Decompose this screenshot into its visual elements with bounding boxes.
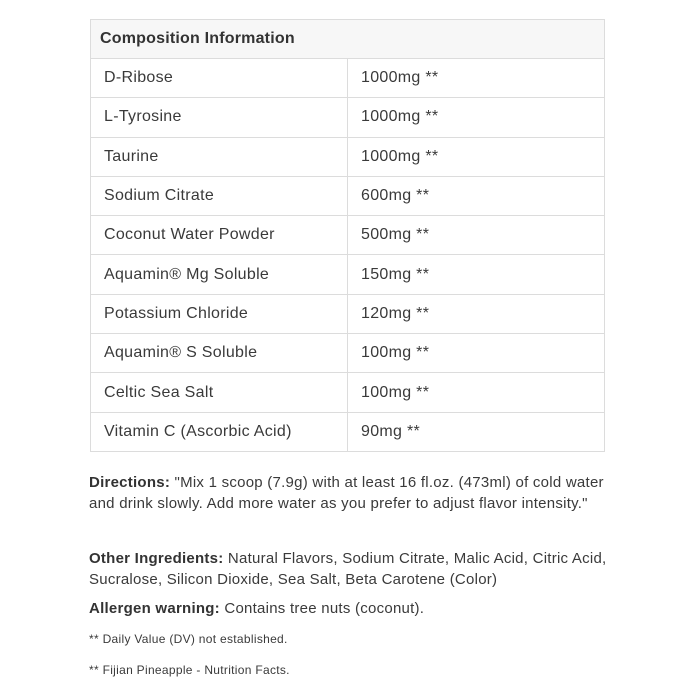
ingredient-amount: 100mg ** (348, 334, 605, 373)
ingredient-amount: 100mg ** (348, 373, 605, 412)
table-row (91, 373, 605, 412)
ingredient-name: D-Ribose (91, 59, 348, 98)
other-ingredients-paragraph (89, 549, 609, 590)
allergen-paragraph (89, 599, 609, 620)
ingredient-name: Aquamin® Mg Soluble (91, 255, 348, 294)
allergen-label: Allergen warning: (89, 600, 220, 617)
other-ingredients-label: Other Ingredients: (89, 550, 224, 567)
ingredient-amount: 600mg ** (348, 176, 605, 215)
allergen-text: Contains tree nuts (coconut). (219, 600, 425, 617)
directions-paragraph (89, 473, 609, 514)
ingredient-name: Vitamin C (Ascorbic Acid) (91, 412, 348, 451)
table-row (91, 176, 605, 215)
ingredient-amount: 120mg ** (348, 294, 605, 333)
table-row (91, 334, 605, 373)
ingredient-name: Taurine (91, 137, 348, 176)
ingredient-amount: 500mg ** (348, 216, 605, 255)
ingredient-name: Sodium Citrate (91, 176, 348, 215)
table-header: Composition Information (91, 20, 605, 59)
table-row (91, 59, 605, 98)
daily-value-note: ** Daily Value (DV) not established. (89, 632, 288, 646)
table-row (91, 137, 605, 176)
ingredient-name: Coconut Water Powder (91, 216, 348, 255)
ingredient-name: Celtic Sea Salt (91, 373, 348, 412)
ingredient-amount: 150mg ** (348, 255, 605, 294)
directions-label: Directions: (89, 474, 171, 491)
composition-table (90, 19, 605, 452)
directions-text: "Mix 1 scoop (7.9g) with at least 16 fl.oz. (473ml) of cold water and drink slowly. Add more water as you prefer to adjust flavor intensity." (89, 474, 604, 512)
ingredient-name: Aquamin® S Soluble (91, 334, 348, 373)
table-row (91, 216, 605, 255)
ingredient-amount: 90mg ** (348, 412, 605, 451)
ingredient-name: Potassium Chloride (91, 294, 348, 333)
other-ingredients-text: Natural Flavors, Sodium Citrate, Malic Acid, Citric Acid, Sucralose, Silicon Dioxide, Sea Salt, Beta Carotene (Color) (89, 550, 607, 588)
ingredient-amount: 1000mg ** (348, 59, 605, 98)
table-row (91, 255, 605, 294)
ingredient-amount: 1000mg ** (348, 137, 605, 176)
table-header-row (91, 20, 605, 59)
ingredient-name: L-Tyrosine (91, 98, 348, 137)
nutrition-facts-note: ** Fijian Pineapple - Nutrition Facts. (89, 663, 290, 677)
table-row (91, 412, 605, 451)
table-row (91, 98, 605, 137)
table-row (91, 294, 605, 333)
ingredient-amount: 1000mg ** (348, 98, 605, 137)
